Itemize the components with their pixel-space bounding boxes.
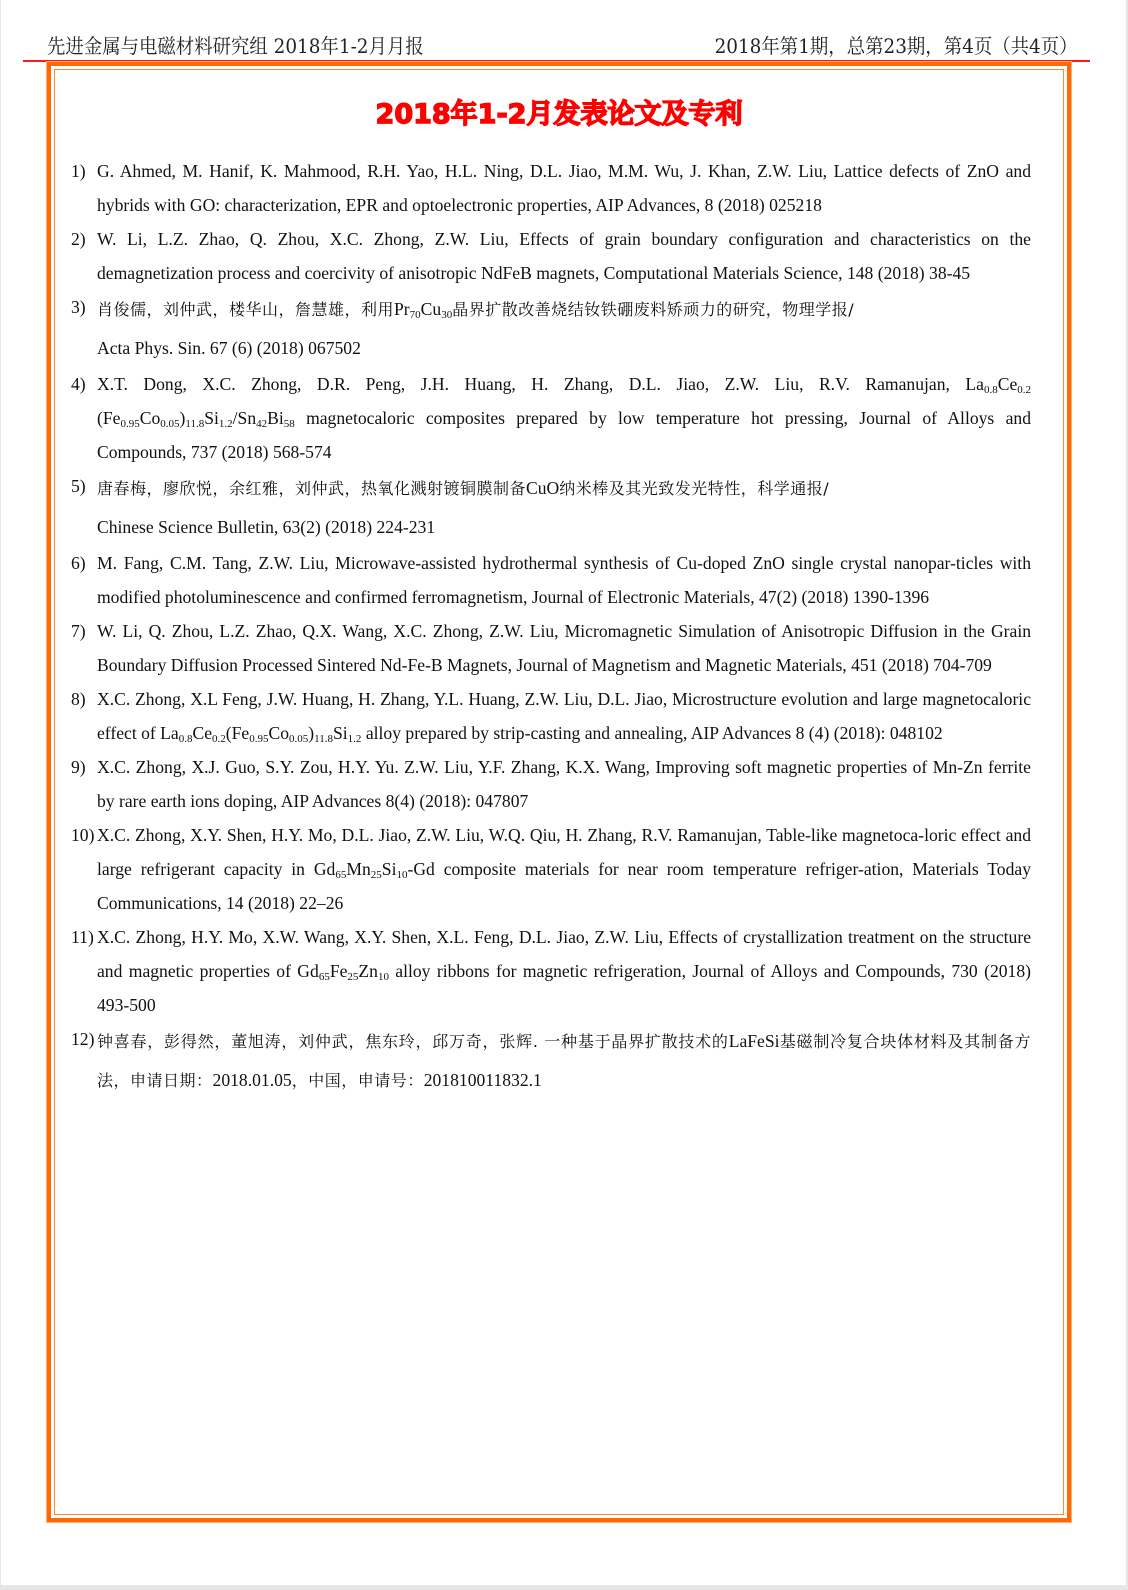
reference-number: 8) — [71, 689, 86, 709]
reference-number: 5) — [71, 476, 86, 496]
document-page — [1, 0, 1126, 1585]
reference-number: 9) — [71, 757, 86, 777]
reference-number: 4) — [71, 374, 86, 394]
reference-number: 1) — [71, 161, 86, 181]
reference-text: 肖俊儒，刘仲武，楼华山，詹慧雄，利用$Pr_{70}Cu_{30}$晶界扩散改善烧结钕铁硼废料矫顽力的研究，物理学报/ Acta Phys. Sin. 67 (6) (2018) 067502 — [97, 299, 855, 358]
reference-number: 10) — [71, 825, 95, 845]
reference-item — [71, 546, 1031, 614]
section-title: 2018年1-2月发表论文及专利 — [375, 99, 743, 130]
running-header-right: 2018年第1期，总第23期，第4页（共4页） — [715, 34, 1078, 58]
reference-item — [71, 222, 1031, 290]
reference-item — [71, 750, 1031, 818]
reference-text: W. Li, Q. Zhou, L.Z. Zhao, Q.X. Wang, X.C. Zhong, Z.W. Liu, Micromagnetic Simulation of Anisotropic Diffusion in the Grain Boundary Diffusion Processed Sintered Nd-Fe-B Magnets, Journal of Magnetism and Magnetic Materials, 451 (2018) 704-709 — [97, 621, 1031, 675]
reference-text: 钟喜春，彭得然，董旭涛，刘仲武，焦东玲，邱万奇，张辉. 一种基于晶界扩散技术的LaFeSi基磁制冷复合块体材料及其制备方法，申请日期：2018.01.05，中国，申请号：201810011832.1 — [97, 1031, 1031, 1090]
reference-text: X.C. Zhong, X.J. Guo, S.Y. Zou, H.Y. Yu. Z.W. Liu, Y.F. Zhang, K.X. Wang, Improving soft magnetic properties of Mn-Zn ferrite by rare earth ions doping, AIP Advances 8(4) (2018): 047807 — [97, 757, 1031, 811]
reference-number: 2) — [71, 229, 86, 249]
reference-number: 11) — [71, 927, 94, 947]
reference-text: M. Fang, C.M. Tang, Z.W. Liu, Microwave-assisted hydrothermal synthesis of Cu-doped ZnO single crystal nanopar-ticles with modified photoluminescence and confirmed ferromagnetism, Journal of Electronic Materials, 47(2) (2018) 1390-1396 — [97, 553, 1031, 607]
reference-item — [71, 920, 1031, 1022]
reference-text: X.C. Zhong, X.L Feng, J.W. Huang, H. Zhang, Y.L. Huang, Z.W. Liu, D.L. Jiao, Microstructure evolution and large magnetocaloric effect of $La_{0.8}Ce_{0.2}(Fe_{0.95}Co_{0.05})_{11.8}Si_{1.2}$ alloy prepared by strip-casting and annealing, AIP Advances 8 (4) (2018): 048102 — [97, 689, 1031, 745]
reference-item — [71, 469, 1031, 546]
reference-text: X.T. Dong, X.C. Zhong, D.R. Peng, J.H. Huang, H. Zhang, D.L. Jiao, Z.W. Liu, R.V. Ramanujan, $La_{0.8}Ce_{0.2}$ $(Fe_{0.95}Co_{0.05})_{11.8}Si_{1.2}/Sn_{42}Bi_{58}$ magnetocaloric composites prepared by low temperature hot pressing, Journal of Alloys and Compounds, 737 (2018) 568-574 — [97, 374, 1031, 462]
reference-number: 12) — [71, 1029, 95, 1049]
reference-item — [71, 1022, 1031, 1100]
reference-text: G. Ahmed, M. Hanif, K. Mahmood, R.H. Yao, H.L. Ning, D.L. Jiao, M.M. Wu, J. Khan, Z.W. Liu, Lattice defects of ZnO and hybrids with GO: characterization, EPR and optoelectronic properties, AIP Advances, 8 (2018) 025218 — [97, 161, 1031, 215]
reference-item — [71, 682, 1031, 750]
reference-text: X.C. Zhong, H.Y. Mo, X.W. Wang, X.Y. Shen, X.L. Feng, D.L. Jiao, Z.W. Liu, Effects of crystallization treatment on the structure and magnetic properties of $Gd_{65}Fe_{25}Zn_{10}$ alloy ribbons for magnetic refrigeration, Journal of Alloys and Compounds, 730 (2018) 493-500 — [97, 927, 1031, 1015]
reference-text: 唐春梅，廖欣悦，余红雅，刘仲武，热氧化溅射镀铜膜制备CuO纳米棒及其光致发光特性，科学通报/ Chinese Science Bulletin, 63(2) (2018) 224-231 — [97, 478, 830, 537]
reference-list — [71, 154, 1031, 1100]
reference-item — [71, 154, 1031, 222]
reference-item — [71, 614, 1031, 682]
reference-text: W. Li, L.Z. Zhao, Q. Zhou, X.C. Zhong, Z.W. Liu, Effects of grain boundary configuration and characteristics on the demagnetization process and coercivity of anisotropic NdFeB magnets, Computational Materials Science, 148 (2018) 38-45 — [97, 229, 1031, 283]
reference-number: 3) — [71, 297, 86, 317]
reference-item — [71, 367, 1031, 469]
reference-item — [71, 290, 1031, 367]
reference-text: X.C. Zhong, X.Y. Shen, H.Y. Mo, D.L. Jiao, Z.W. Liu, W.Q. Qiu, H. Zhang, R.V. Ramanujan, Table-like magnetoca-loric effect and large refrigerant capacity in $Gd_{65}Mn_{25}Si_{10}-Gd$ composite materials for near room temperature refriger-ation, Materials Today Communications, 14 (2018) 22–26 — [97, 825, 1031, 913]
page-frame — [47, 62, 1071, 1522]
running-header-left: 先进金属与电磁材料研究组 2018年1-2月月报 — [47, 34, 424, 58]
reference-item — [71, 818, 1031, 920]
reference-number: 7) — [71, 621, 86, 641]
reference-number: 6) — [71, 553, 86, 573]
